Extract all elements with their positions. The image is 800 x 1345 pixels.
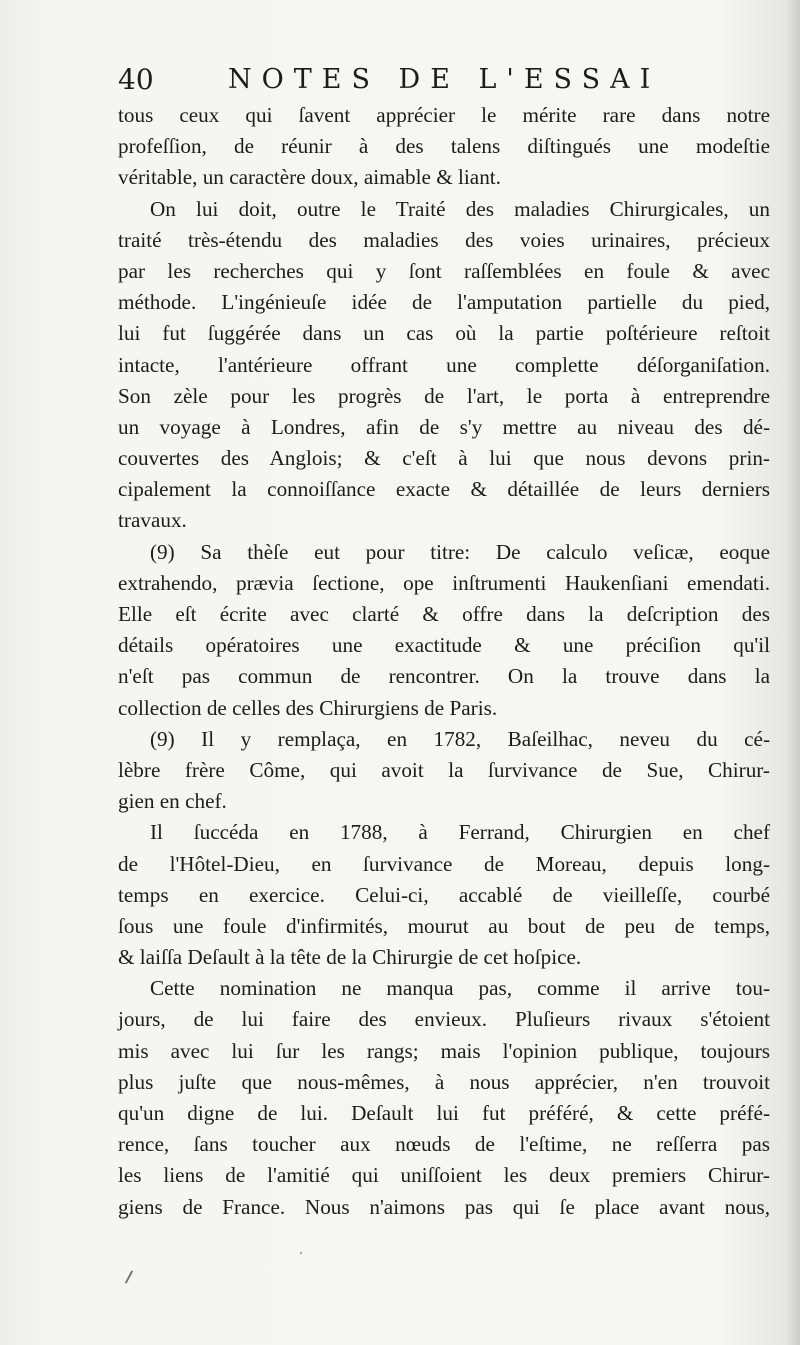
text-line: extrahendo, prævia ſectione, ope inſtrumenti Haukenſiani emendati. xyxy=(118,570,770,595)
text-line: véritable, un caractère doux, aimable & liant. xyxy=(118,165,501,190)
text-line: qu'un digne de lui. Deſault lui fut préféré, & cette préfé- xyxy=(118,1101,770,1125)
text-line: plus juſte que nous-mêmes, à nous apprécier, n'en trouvoit xyxy=(118,1069,770,1094)
text-line: rence, ſans toucher aux nœuds de l'eſtime, ne reſſerra pas xyxy=(118,1132,770,1157)
running-head: NOTES DE L'ESSAI xyxy=(228,64,661,95)
text-line: les liens de l'amitié qui uniſſoient les deux premiers Chirur- xyxy=(118,1163,770,1188)
text-line: & laiſſa Deſault à la tête de la Chirurgie de cet hoſpice. xyxy=(118,945,582,970)
text-line: profeſſion, de réunir à des talens diſtingués une modeſtie xyxy=(118,134,770,159)
text-line: Son zèle pour les progrès de l'art, le porta à entreprendre xyxy=(118,383,770,408)
paper-blemish xyxy=(125,1270,133,1283)
text-line: On lui doit, outre le Traité des maladies Chirurgicales, un xyxy=(150,196,770,221)
text-line: ſous une foule d'infirmités, mourut au bout de peu de temps, xyxy=(118,913,770,938)
text-line: par les recherches qui y ſont raſſemblées en foule & avec xyxy=(118,258,770,283)
text-line: collection de celles des Chirurgiens de Paris. xyxy=(118,695,498,720)
paper-speck xyxy=(300,1252,302,1254)
text-line: giens de France. Nous n'aimons pas qui ſe place avant nous, xyxy=(118,1194,770,1219)
text-line: tous ceux qui ſavent apprécier le mérite rare dans notre xyxy=(118,103,770,127)
text-line: intacte, l'antérieure offrant une complette déſorganiſation. xyxy=(118,352,770,377)
text-line: mis avec lui ſur les rangs; mais l'opinion publique, toujours xyxy=(118,1038,770,1063)
text-line: travaux. xyxy=(118,508,187,533)
text-line: (9) Sa thèſe eut pour titre: De calculo veſicæ, eoque xyxy=(150,539,770,564)
text-line: temps en exercice. Celui-ci, accablé de vieilleſſe, courbé xyxy=(118,882,770,907)
text-line: cipalement la connoiſſance exacte & détaillée de leurs derniers xyxy=(118,477,770,502)
text-line: gien en chef. xyxy=(118,789,227,814)
text-line: méthode. L'ingénieuſe idée de l'amputation partielle du pied, xyxy=(118,290,770,315)
text-line: lèbre frère Côme, qui avoit la ſurvivance de Sue, Chirur- xyxy=(118,757,770,782)
text-line: lui fut ſuggérée dans un cas où la partie poſtérieure reſtoit xyxy=(118,321,770,346)
body-text xyxy=(118,100,770,1223)
text-line: traité très-étendu des maladies des voies urinaires, précieux xyxy=(118,227,770,252)
text-line: n'eſt pas commun de rencontrer. On la trouve dans la xyxy=(118,664,770,689)
page-number: 40 xyxy=(118,63,154,96)
text-line: Il ſuccéda en 1788, à Ferrand, Chirurgien en chef xyxy=(150,820,770,845)
page-edge-shadow xyxy=(786,0,800,1345)
page-header xyxy=(118,62,778,102)
text-line: de l'Hôtel-Dieu, en ſurvivance de Moreau, depuis long- xyxy=(118,851,770,876)
text-line: Elle eſt écrite avec clarté & offre dans la deſcription des xyxy=(118,602,770,626)
text-line: Cette nomination ne manqua pas, comme il arrive tou- xyxy=(150,976,770,1001)
text-line: un voyage à Londres, afin de s'y mettre au niveau des dé- xyxy=(118,414,770,439)
text-line: (9) Il y remplaça, en 1782, Baſeilhac, neveu du cé- xyxy=(150,726,770,751)
text-line: jours, de lui faire des envieux. Pluſieurs rivaux s'étoient xyxy=(118,1007,770,1032)
text-line: couvertes des Anglois; & c'eſt à lui que nous devons prin- xyxy=(118,446,770,471)
text-line: détails opératoires une exactitude & une préciſion qu'il xyxy=(118,633,770,658)
